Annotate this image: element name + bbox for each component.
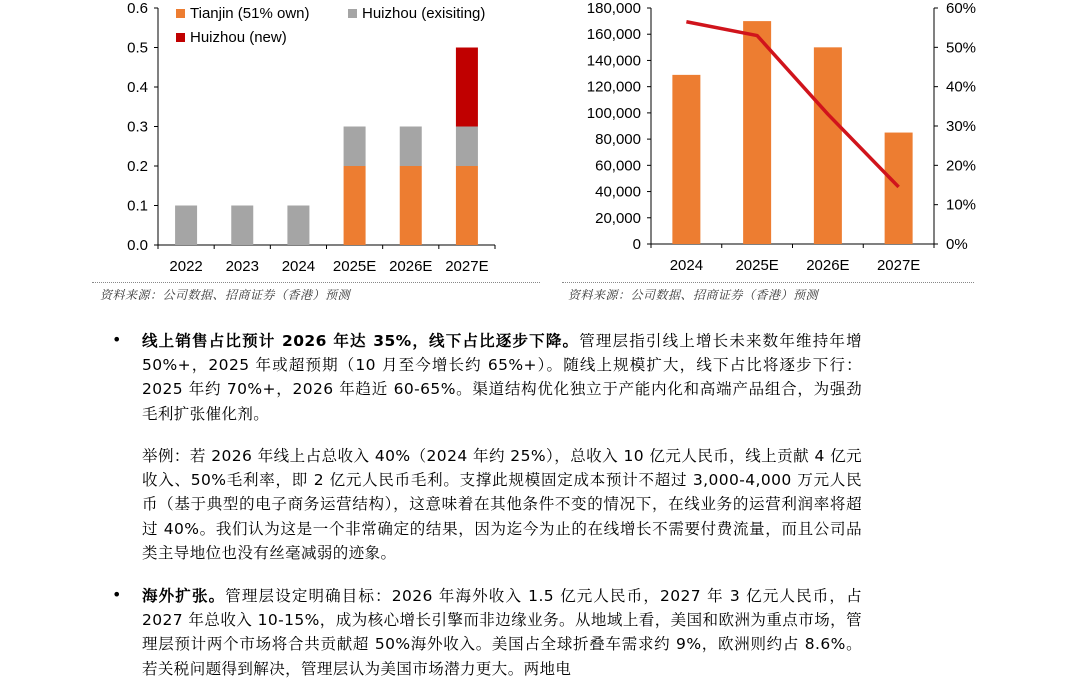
bar-segment [175, 206, 197, 246]
y-left-tick-label: 40,000 [595, 183, 641, 201]
sales-bar-line-chart [540, 0, 1080, 282]
bullet-icon: • [112, 585, 122, 604]
bar [814, 47, 842, 244]
y-right-tick-label: 10% [946, 196, 977, 214]
y-right-tick-label: 30% [946, 118, 977, 135]
x-tick-label: 2024 [281, 258, 316, 275]
y-left-tick-label: 180,000 [586, 0, 641, 17]
legend-swatch-huizhou-existing [348, 9, 357, 18]
bullet-icon: • [112, 330, 122, 349]
bar-segment [456, 127, 478, 167]
x-tick-label: 2026E [389, 258, 433, 275]
x-tick-label: 2025E [735, 257, 779, 274]
y-tick-label: 0.2 [127, 158, 148, 175]
legend-swatch-tianjin [176, 9, 185, 18]
y-right-tick-label: 20% [946, 157, 977, 175]
y-left-tick-label: 20,000 [595, 209, 641, 227]
chart-divider-right [562, 282, 974, 283]
y-tick-label: 0.3 [127, 118, 148, 136]
x-tick-label: 2027E [445, 258, 489, 275]
y-left-tick-label: 120,000 [586, 78, 641, 96]
right-chart-source: 资料来源：公司数据、招商证券（香港）预测 [568, 288, 819, 302]
y-left-tick-label: 60,000 [595, 157, 641, 175]
y-right-tick-label: 50% [946, 39, 977, 57]
bar [672, 75, 700, 244]
y-tick-label: 0.1 [127, 197, 148, 215]
legend-swatch-huizhou-new [176, 33, 185, 42]
x-tick-label: 2027E [876, 257, 921, 274]
y-left-tick-label: 0 [632, 236, 641, 253]
y-tick-label: 0.5 [127, 39, 148, 57]
x-tick-label: 2026E [806, 257, 850, 274]
bar-segment [231, 206, 253, 246]
legend-label-huizhou-existing: Huizhou (exisiting) [362, 5, 486, 22]
x-tick-label: 2025E [332, 258, 377, 275]
paragraph-overseas-body: 管理层设定明确目标：2026 年海外收入 1.5 亿元人民币，2027 年 3 亿元人民币，占 2027 年总收入 10-15%，成为核心增长引擎而非边缘业务。从地域上看，美国和欧洲为重点市场，管理层预计两个市场将合共贡献超 50%海外收入。美国占全球折叠车需求约 9%，欧洲则约占 8.6%。若关税问题得到解决，管理层认为美国市场潜力更大。两地电 [142, 587, 862, 678]
bar-segment [400, 166, 422, 245]
paragraph-online-sales-body: 管理层指引线上增长未来数年维持年增 50%+，2025 年或超预期（10 月至今增长约 65%+）。随线上规模扩大，线下占比将逐步下行：2025 年约 70%+，2026 年趋近 60-65%。渠道结构优化独立于产能内化和高端产品组合，为强劲毛利扩张催化剂。 [142, 332, 862, 423]
chart-divider-left [92, 282, 540, 283]
y-right-tick-label: 0% [946, 236, 968, 253]
bar-segment [344, 166, 366, 245]
paragraph-overseas [142, 584, 862, 681]
chart-legend [176, 5, 485, 46]
y-left-tick-label: 100,000 [586, 104, 641, 122]
bar-segment [344, 127, 366, 167]
paragraph-online-sales-heading: 线上销售占比预计 2026 年达 35%，线下占比逐步下降。 [142, 332, 580, 350]
x-tick-label: 2023 [225, 258, 259, 275]
line-series [686, 22, 898, 187]
bar [743, 21, 771, 244]
legend-label-tianjin: Tianjin (51% own) [190, 5, 310, 22]
left-chart-source: 资料来源：公司数据、招商证券（香港）预测 [100, 288, 351, 302]
bar [885, 133, 913, 244]
capacity-stacked-bar-chart [0, 0, 540, 282]
x-tick-label: 2024 [669, 257, 704, 274]
paragraph-online-sales [142, 329, 862, 426]
bar-segment [287, 206, 309, 246]
paragraph-example: 举例：若 2026 年线上占总收入 40%（2024 年约 25%），总收入 10 亿元人民币，线上贡献 4 亿元收入、50%毛利率，即 2 亿元人民币毛利。支撑此规模固定成本预计不超过 3,000-4,000 万元人民币（基于典型的电子商务运营结构），这意味着在其他条件不变的情况下，在线业务的运营利润率将超过 40%。我们认为这是一个非常确定的结果，因为迄今为止的在线增长不需要付费流量，而且公司品类主导地位也没有丝毫减弱的迹象。 [142, 447, 862, 562]
y-left-tick-label: 140,000 [586, 52, 641, 70]
bar-segment [400, 127, 422, 167]
y-tick-label: 0.0 [127, 237, 148, 254]
legend-label-huizhou-new: Huizhou (new) [190, 29, 287, 46]
y-right-tick-label: 40% [946, 78, 977, 96]
y-tick-label: 0.6 [127, 0, 148, 17]
x-tick-label: 2022 [169, 258, 203, 275]
y-left-tick-label: 160,000 [586, 26, 641, 44]
bar-segment [456, 48, 478, 127]
y-left-tick-label: 80,000 [595, 131, 641, 149]
y-right-tick-label: 60% [946, 0, 977, 17]
paragraph-overseas-heading: 海外扩张。 [142, 587, 226, 605]
bar-segment [456, 166, 478, 245]
y-tick-label: 0.4 [127, 79, 148, 96]
